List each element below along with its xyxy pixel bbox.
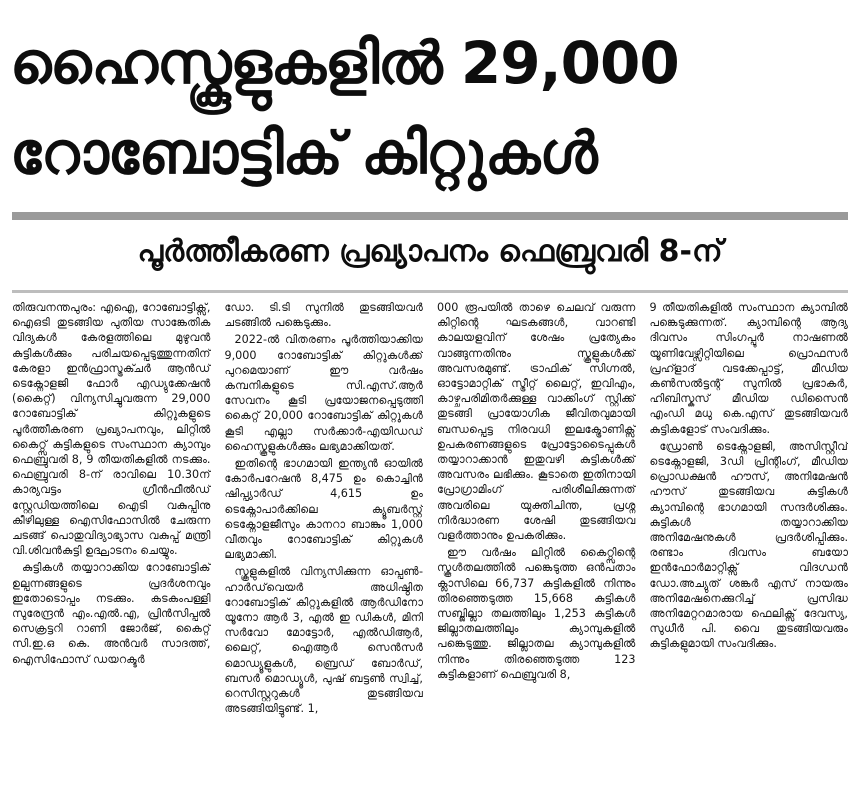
- divider-rule: [12, 212, 848, 220]
- article-column-3: [437, 300, 636, 800]
- paragraph: തിരുവനന്തപുരം: എഐ, റോബോട്ടിക്സ്, ഐഒടി തുടങ്ങിയ പുതിയ സാങ്കേതിക വിദ്യകൾ കേരളത്തിലെ മുഴുവൻ കുട്ടികൾക്കും പരിചയപ്പെടുത്തുന്നതിന് കേരളാ ഇൻഫ്രാസ്ട്രക്ചർ ആൻഡ് ടെക്നോളജി ഫോർ എഡ്യുക്കേഷൻ (കൈറ്റ്) വിന്യസിച്ചുവരുന്ന 29,000 റോബോട്ടിക് കിറ്റുകളുടെ പൂർത്തീകരണ പ്രഖ്യാപനവും, ലിറ്റിൽ കൈറ്റ്സ് കുട്ടികളുടെ സംസ്ഥാന ക്യാമ്പും ഫെബ്രുവരി 8, 9 തീയതികളിൽ നടക്കും. ഫെബ്രുവരി 8-ന് രാവിലെ 10.30ന് കാര്യവട്ടം ഗ്രീൻഫീൽഡ് സ്റ്റേഡിയത്തിലെ ഐടി വകുപ്പിനു കീഴിലുള്ള ഐസിഫോസിൽ ചേരുന്ന ചടങ്ങ് പൊതുവിദ്യാഭ്യാസ വകുപ്പ് മന്ത്രി വി.ശിവൻകുട്ടി ഉദ്ഘാടനം ചെയ്യും.: [12, 301, 211, 558]
- headline: [10, 18, 850, 198]
- paragraph: ഈ വർഷം ലിറ്റിൽ കൈറ്റ്സിന്റെ സ്കൂൾതലത്തിൽ പങ്കെടുത്ത ഒൻപതാം ക്ലാസിലെ 66,737 കുട്ടികളിൽ നിന്നും തിരഞ്ഞെടുത്ത 15,668 കുട്ടികൾ സബ്ജില്ലാ തലത്തിലും 1,253 കുട്ടികൾ ജില്ലാതലത്തിലും ക്യാമ്പുകളിൽ പങ്കെടുത്തു. ജില്ലാതല ക്യാമ്പുകളിൽ നിന്നും തിരഞ്ഞെടുത്ത 123 കുട്ടികളാണ് ഫെബ്രുവരി 8,: [437, 546, 636, 681]
- paragraph: ഇതിന്റെ ഭാഗമായി ഇന്ത്യൻ ഓയിൽ കോർപറേഷൻ 8,475 ഉം കൊച്ചിൻ ഷിപ്പ്യാർഡ് 4,615 ഉം ടെക്നോപാർക്കിലെ ക്യൂബർസ്റ്റ് ടെക്നോളജീസും കാനറാ ബാങ്കും 1,000 വീതവും റോബോട്ടിക് കിറ്റുകൾ ലഭ്യമാക്കി.: [224, 457, 423, 562]
- paragraph: സ്കൂളുകളിൽ വിന്യസിക്കുന്ന ഓപ്പൺ- ഹാർഡ്‌വെയർ അധിഷ്ഠിത റോബോട്ടിക് കിറ്റുകളിൽ ആർഡിനോ യൂനോ ആർ 3, എൽ ഇ ഡികൾ, മിനി സർവോ മോട്ടോർ, എൽഡിആർ, ലൈറ്റ്, ഐആർ സെൻസർ മൊഡ്യൂളുകൾ, ബ്രെഡ് ബോർഡ്, ബസർ മൊഡ്യൂൾ, പുഷ് ബട്ടൺ സ്വിച്ച്, റെസിസ്റ്ററുകൾ തുടങ്ങിയവ അടങ്ങിയിട്ടുണ്ട്. 1,: [224, 565, 423, 716]
- paragraph: കുട്ടികൾ തയ്യാറാക്കിയ റോബോട്ടിക് ഉല്പന്നങ്ങളുടെ പ്രദർശനവും ഇതോടൊപ്പം നടക്കും. കടകംപള്ളി സുരേന്ദ്രൻ എം.എൽ.എ, പ്രിൻസിപ്പൽ സെക്രട്ടറി റാണി ജോർജ്, കൈറ്റ് സി.ഇ.ഒ കെ. അൻവർ സാദത്ത്, ഐസിഫോസ് ഡയറക്ടർ: [12, 561, 211, 666]
- headline-line-1: ഹൈസ്കൂളുകളിൽ 29,000: [10, 29, 679, 97]
- article-body: [12, 300, 848, 800]
- paragraph: ഡോ. ടി.ടി സുനിൽ തുടങ്ങിയവർ ചടങ്ങിൽ പങ്കെടുക്കും.: [224, 301, 423, 330]
- paragraph: 9 തീയതികളിൽ സംസ്ഥാന ക്യാമ്പിൽ പങ്കെടുക്കുന്നത്. ക്യാമ്പിന്റെ ആദ്യ ദിവസം സിംഗപ്പൂർ നാഷണൽ യൂണിവേഴ്സിറ്റിയിലെ പ്രൊഫസർ പ്രഹ്ളാദ് വടക്കേപ്പാട്ട്, മീഡിയ കൺസൽട്ടന്റ് സുനിൽ പ്രഭാകർ, ഹിബിസ്കസ് മീഡിയ ഡിസൈൻ എംഡി മധു കെ.എസ് തുടങ്ങിയവർ കുട്ടികളോട് സംവദിക്കും.: [649, 301, 848, 436]
- paragraph: ഡ്രോൺ ടെക്നോളജി, അസിസ്റ്റീവ് ടെക്നോളജി, 3ഡി പ്രിന്റിംഗ്, മീഡിയ പ്രൊഡക്ഷൻ ഹൗസ്, അനിമേഷൻ ഹൗസ് തുടങ്ങിയവ കുട്ടികൾ ക്യാമ്പിന്റെ ഭാഗമായി സന്ദർശിക്കും. കുട്ടികൾ തയ്യാറാക്കിയ അനിമേഷനുകൾ പ്രദർശിപ്പിക്കും. രണ്ടാം ദിവസം ബയോ ഇൻഫോർമാറ്റിക്സ് വിദഗ്ധൻ ഡോ.അച്യുത് ശങ്കർ എസ് നായരും അനിമേഷനെക്കുറിച്ച് പ്രസിദ്ധ അനിമേറ്ററമാരായ ഫെലിക്സ് ദേവസ്യ, സുധീർ പി. വൈ തുടങ്ങിയവരും കുട്ടികളുമായി സംവദിക്കും.: [649, 439, 848, 651]
- paragraph: 2022-ൽ വിതരണം പൂർത്തിയാക്കിയ 9,000 റോബോട്ടിക് കിറ്റുകൾക്ക് പുറമെയാണ് ഈ വർഷം കമ്പനികളുടെ സി.എസ്.ആർ സേവനം കൂടി പ്രയോജനപ്പെടുത്തി കൈറ്റ് 20,000 റോബോട്ടിക് കിറ്റുകൾ കൂടി എല്ലാ സർക്കാർ-എയിഡഡ് ഹൈസ്കൂളുകൾക്കും ലഭ്യമാക്കിയത്.: [224, 333, 423, 453]
- divider-rule-thin: [12, 290, 848, 293]
- article-column-2: [225, 300, 424, 800]
- subheadline: പൂർത്തീകരണ പ്രഖ്യാപനം ഫെബ്രുവരി 8-ന്: [137, 234, 723, 269]
- article-column-4: [650, 300, 849, 800]
- paragraph: 000 രൂപയിൽ താഴെ ചെലവ് വരുന്ന കിറ്റിന്റെ ഘടകങ്ങൾ, വാറണ്ടി കാലയളവിന് ശേഷം പ്രത്യേകം വാങ്ങുന്നതിനും സ്കൂളുകൾക്ക് അവസരമുണ്ട്. ട്രാഫിക് സിഗ്നൽ, ഓട്ടോമാറ്റിക് സ്ട്രീറ്റ് ലൈറ്റ്, ഇവിഎം, കാഴ്ചപരിമിതർക്കുള്ള വാക്കിംഗ് സ്റ്റിക്ക് തുടങ്ങി പ്രായോഗിക ജീവിതവുമായി ബന്ധപ്പെട്ട നിരവധി ഇലക്ട്രോണിക്സ് ഉപകരണങ്ങളുടെ പ്രോട്ടോടൈപ്പുകൾ തയ്യാറാക്കാൻ ഇതുവഴി കുട്ടികൾക്ക് അവസരം ലഭിക്കും. കൂടാതെ ഇതിനായി പ്രോഗ്രാമിംഗ് പരിശീലിക്കുന്നത് അവരിലെ യുക്തിചിന്ത, പ്രശ്ന നിർദ്ധാരണ ശേഷി തുടങ്ങിയവ വളർത്താനും ഉപകരിക്കും.: [437, 301, 636, 543]
- article-column-1: [12, 300, 211, 800]
- headline-line-2: റോബോട്ടിക് കിറ്റുകൾ: [10, 119, 597, 187]
